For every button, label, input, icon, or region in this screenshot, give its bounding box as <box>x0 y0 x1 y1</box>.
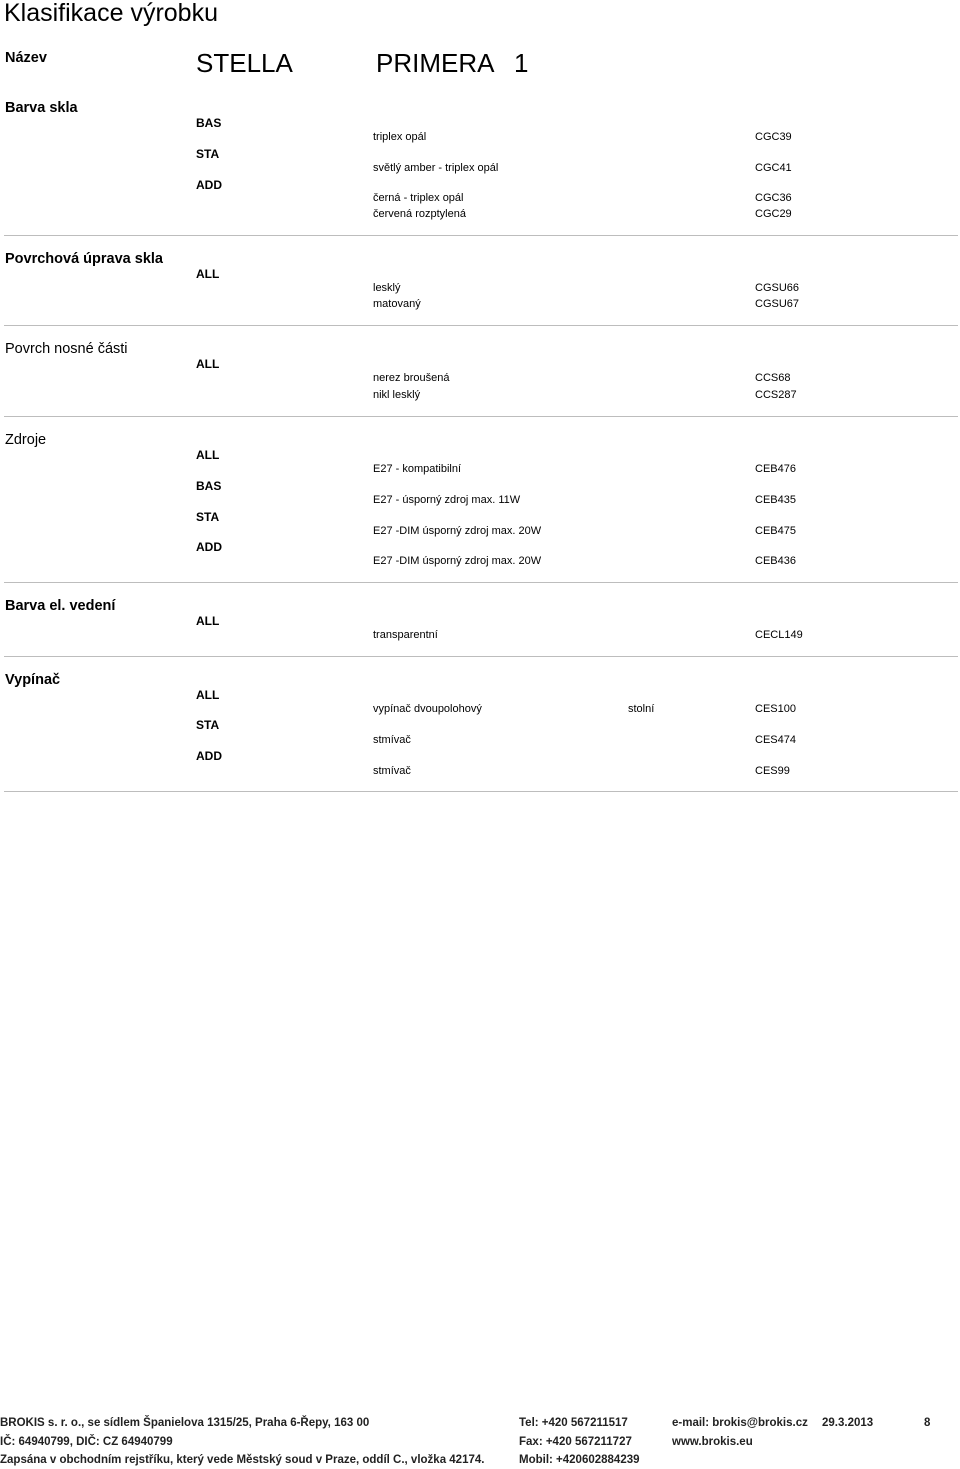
item-code: CGSU67 <box>755 298 800 310</box>
variant-code: ALL <box>196 688 220 702</box>
variant-code: ADD <box>196 178 222 192</box>
item-description: E27 - úsporný zdroj max. 11W <box>373 494 521 506</box>
page-number: 8 <box>924 1417 931 1429</box>
item-description: lesklý <box>373 282 401 294</box>
item-description: stmívač <box>373 765 411 777</box>
item-description: nikl lesklý <box>373 389 421 401</box>
section-divider <box>4 582 958 583</box>
product-model: PRIMERA <box>376 48 495 78</box>
section-label-switch: Vypínač <box>5 672 61 688</box>
item-extra: stolní <box>628 703 655 715</box>
item-description: vypínač dvoupolohový <box>373 703 482 715</box>
footer-tel: Tel: +420 567211517 <box>519 1417 628 1429</box>
section-divider <box>4 656 958 657</box>
item-code: CGC36 <box>755 192 792 204</box>
item-description: triplex opál <box>373 131 427 143</box>
section-label-cable-color: Barva el. vedení <box>5 598 116 614</box>
section-label-glass-color: Barva skla <box>5 100 78 116</box>
footer-mobil: Mobil: +420602884239 <box>519 1454 640 1466</box>
item-code: CES99 <box>755 765 790 777</box>
item-code: CGC29 <box>755 208 792 220</box>
item-description: E27 -DIM úsporný zdroj max. 20W <box>373 555 542 567</box>
item-description: černá - triplex opál <box>373 192 464 204</box>
item-code: CEB475 <box>755 525 796 537</box>
item-description: nerez broušená <box>373 372 450 384</box>
variant-code: ALL <box>196 614 220 628</box>
item-code: CGC39 <box>755 131 792 143</box>
product-brand: STELLA <box>196 48 293 78</box>
section-label-glass-finish: Povrchová úprava skla <box>5 251 163 267</box>
item-code: CEB476 <box>755 463 796 475</box>
item-code: CES100 <box>755 703 796 715</box>
section-divider <box>4 791 958 792</box>
item-description: E27 - kompatibilní <box>373 463 462 475</box>
section-divider <box>4 325 958 326</box>
section-label-light-sources: Zdroje <box>5 432 47 448</box>
item-code: CECL149 <box>755 629 803 641</box>
item-description: E27 -DIM úsporný zdroj max. 20W <box>373 525 542 537</box>
item-code: CEB436 <box>755 555 796 567</box>
item-code: CCS68 <box>755 372 791 384</box>
item-description: světlý amber - triplex opál <box>373 162 499 174</box>
variant-code: STA <box>196 147 220 161</box>
item-code: CGC41 <box>755 162 792 174</box>
name-label: Název <box>5 50 47 66</box>
footer-web: www.brokis.eu <box>672 1436 753 1448</box>
variant-code: ALL <box>196 267 220 281</box>
footer-date: 29.3.2013 <box>822 1417 874 1429</box>
item-code: CES474 <box>755 734 796 746</box>
footer-registry: Zapsána v obchodním rejstříku, který vede Městský soud v Praze, oddíl C., vložka 42174. <box>0 1454 485 1466</box>
variant-code: ADD <box>196 749 222 763</box>
item-code: CEB435 <box>755 494 796 506</box>
variant-code: BAS <box>196 116 222 130</box>
item-description: červená rozptylená <box>373 208 466 220</box>
variant-code: ALL <box>196 357 220 371</box>
footer-ids: IČ: 64940799, DIČ: CZ 64940799 <box>0 1436 173 1448</box>
footer-email: e-mail: brokis@brokis.cz <box>672 1417 808 1429</box>
variant-code: STA <box>196 510 220 524</box>
section-divider <box>4 416 958 417</box>
product-number: 1 <box>514 48 529 78</box>
item-description: transparentní <box>373 629 438 641</box>
section-divider <box>4 235 958 236</box>
section-label-frame-surface: Povrch nosné části <box>5 341 128 357</box>
variant-code: STA <box>196 718 220 732</box>
item-code: CGSU66 <box>755 282 800 294</box>
variant-code: ALL <box>196 448 220 462</box>
item-description: stmívač <box>373 734 411 746</box>
footer-fax: Fax: +420 567211727 <box>519 1436 632 1448</box>
variant-code: BAS <box>196 479 222 493</box>
page-title: Klasifikace výrobku <box>4 0 218 27</box>
footer-company: BROKIS s. r. o., se sídlem Španielova 1315/25, Praha 6-Řepy, 163 00 <box>0 1417 370 1429</box>
item-description: matovaný <box>373 298 421 310</box>
variant-code: ADD <box>196 540 222 554</box>
item-code: CCS287 <box>755 389 797 401</box>
